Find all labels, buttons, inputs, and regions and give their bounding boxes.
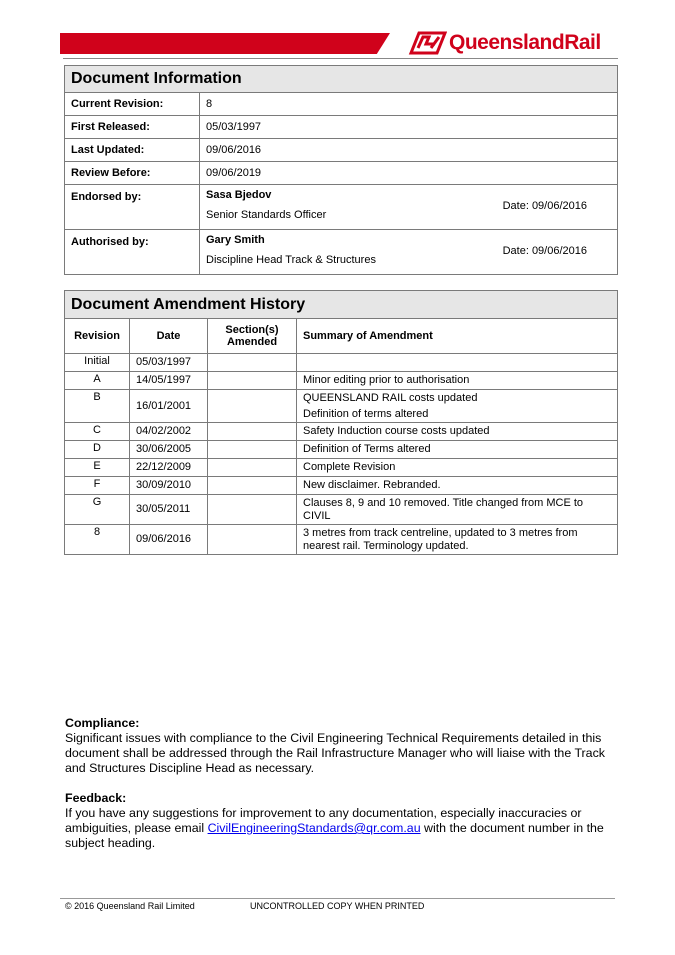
header-divider	[63, 58, 618, 59]
cell-revision: D	[65, 441, 130, 459]
amendment-history-table	[64, 290, 618, 555]
cell-sections	[208, 390, 297, 423]
table-row	[65, 525, 618, 555]
cell-date: 05/03/1997	[130, 354, 208, 372]
info-label: Review Before:	[65, 162, 200, 185]
cell-revision: G	[65, 495, 130, 525]
summary-line: QUEENSLAND RAIL costs updated	[303, 392, 478, 404]
info-label: Current Revision:	[65, 93, 200, 116]
cell-revision: 8	[65, 525, 130, 555]
endorser-name: Sasa Bjedov	[206, 189, 272, 201]
cell-date: 16/01/2001	[130, 390, 208, 423]
qr-logo-icon	[405, 31, 447, 55]
info-value: 09/06/2019	[200, 162, 618, 185]
footer-divider	[60, 898, 615, 899]
cell-sections	[208, 354, 297, 372]
column-header-date: Date	[130, 319, 208, 354]
table-row	[65, 495, 618, 525]
cell-revision: E	[65, 459, 130, 477]
info-row	[65, 93, 618, 116]
feedback-email-link[interactable]: CivilEngineeringStandards@qr.com.au	[207, 821, 421, 835]
info-row	[65, 139, 618, 162]
column-header-sections: Section(s) Amended	[208, 319, 297, 354]
endorsed-date: Date: 09/06/2016	[502, 200, 587, 212]
cell-revision: B	[65, 390, 130, 423]
table-row	[65, 441, 618, 459]
cell-revision: Initial	[65, 354, 130, 372]
info-value: 8	[200, 93, 618, 116]
cell-sections	[208, 423, 297, 441]
endorsed-row	[65, 185, 618, 230]
cell-date: 14/05/1997	[130, 372, 208, 390]
feedback-heading: Feedback:	[65, 791, 127, 805]
info-value: 05/03/1997	[200, 116, 618, 139]
endorser	[206, 185, 611, 229]
header-red-bar	[60, 33, 390, 54]
cell-revision: A	[65, 372, 130, 390]
cell-sections	[208, 372, 297, 390]
cell-summary: Clauses 8, 9 and 10 removed. Title changed from MCE to CIVIL	[297, 495, 618, 525]
table-row	[65, 372, 618, 390]
notes-section	[65, 716, 625, 866]
cell-summary	[297, 390, 618, 423]
feedback-text	[65, 806, 625, 851]
copyright: © 2016 Queensland Rail Limited	[65, 901, 195, 911]
cell-date: 04/02/2002	[130, 423, 208, 441]
cell-summary: Definition of Terms altered	[297, 441, 618, 459]
brand-logo	[405, 30, 601, 56]
cell-date: 30/06/2005	[130, 441, 208, 459]
authoriser-name: Gary Smith	[206, 234, 265, 246]
column-header-revision: Revision	[65, 319, 130, 354]
authorised-label: Authorised by:	[65, 230, 200, 275]
cell-summary: 3 metres from track centreline, updated to 3 metres from nearest rail. Terminology updated.	[297, 525, 618, 555]
info-label: Last Updated:	[65, 139, 200, 162]
table-row	[65, 459, 618, 477]
feedback-text-before: If you have any suggestions for improvement to any documentation, especially inaccuracies or ambiguities, please email	[65, 806, 582, 835]
authoriser	[206, 230, 611, 274]
info-row	[65, 162, 618, 185]
endorsed-label: Endorsed by:	[65, 185, 200, 230]
cell-sections	[208, 441, 297, 459]
cell-revision: F	[65, 477, 130, 495]
cell-date: 30/05/2011	[130, 495, 208, 525]
cell-date: 30/09/2010	[130, 477, 208, 495]
document-information-title: Document Information	[65, 66, 618, 93]
cell-sections	[208, 477, 297, 495]
document-information-table	[64, 65, 618, 275]
authoriser-role: Discipline Head Track & Structures	[206, 254, 376, 266]
page-footer	[65, 901, 424, 911]
brand-name: QueenslandRail	[449, 31, 601, 54]
cell-sections	[208, 495, 297, 525]
table-row	[65, 477, 618, 495]
amendment-history-title: Document Amendment History	[65, 291, 618, 319]
cell-summary	[297, 354, 618, 372]
info-row	[65, 116, 618, 139]
column-header-summary: Summary of Amendment	[297, 319, 618, 354]
table-row	[65, 390, 618, 423]
endorser-role: Senior Standards Officer	[206, 209, 327, 221]
table-row	[65, 423, 618, 441]
cell-summary: New disclaimer. Rebranded.	[297, 477, 618, 495]
cell-summary: Minor editing prior to authorisation	[297, 372, 618, 390]
cell-revision: C	[65, 423, 130, 441]
cell-sections	[208, 525, 297, 555]
table-header-row	[65, 319, 618, 354]
page-header	[0, 0, 675, 60]
compliance-heading: Compliance:	[65, 716, 140, 730]
cell-sections	[208, 459, 297, 477]
cell-date: 09/06/2016	[130, 525, 208, 555]
info-value: 09/06/2016	[200, 139, 618, 162]
feedback-text-after: with the document number in the subject heading.	[65, 821, 604, 850]
cell-summary: Complete Revision	[297, 459, 618, 477]
compliance-text: Significant issues with compliance to the Civil Engineering Technical Requirements detailed in this document shall be addressed through the Rail Infrastructure Manager who will liaise with the Track and Structures Discipline Head as necessary.	[65, 731, 605, 775]
table-row	[65, 354, 618, 372]
authorised-date: Date: 09/06/2016	[502, 245, 587, 257]
cell-date: 22/12/2009	[130, 459, 208, 477]
info-label: First Released:	[65, 116, 200, 139]
cell-summary: Safety Induction course costs updated	[297, 423, 618, 441]
authorised-row	[65, 230, 618, 275]
summary-line: Definition of terms altered	[303, 408, 429, 420]
uncontrolled-notice: UNCONTROLLED COPY WHEN PRINTED	[250, 901, 425, 911]
